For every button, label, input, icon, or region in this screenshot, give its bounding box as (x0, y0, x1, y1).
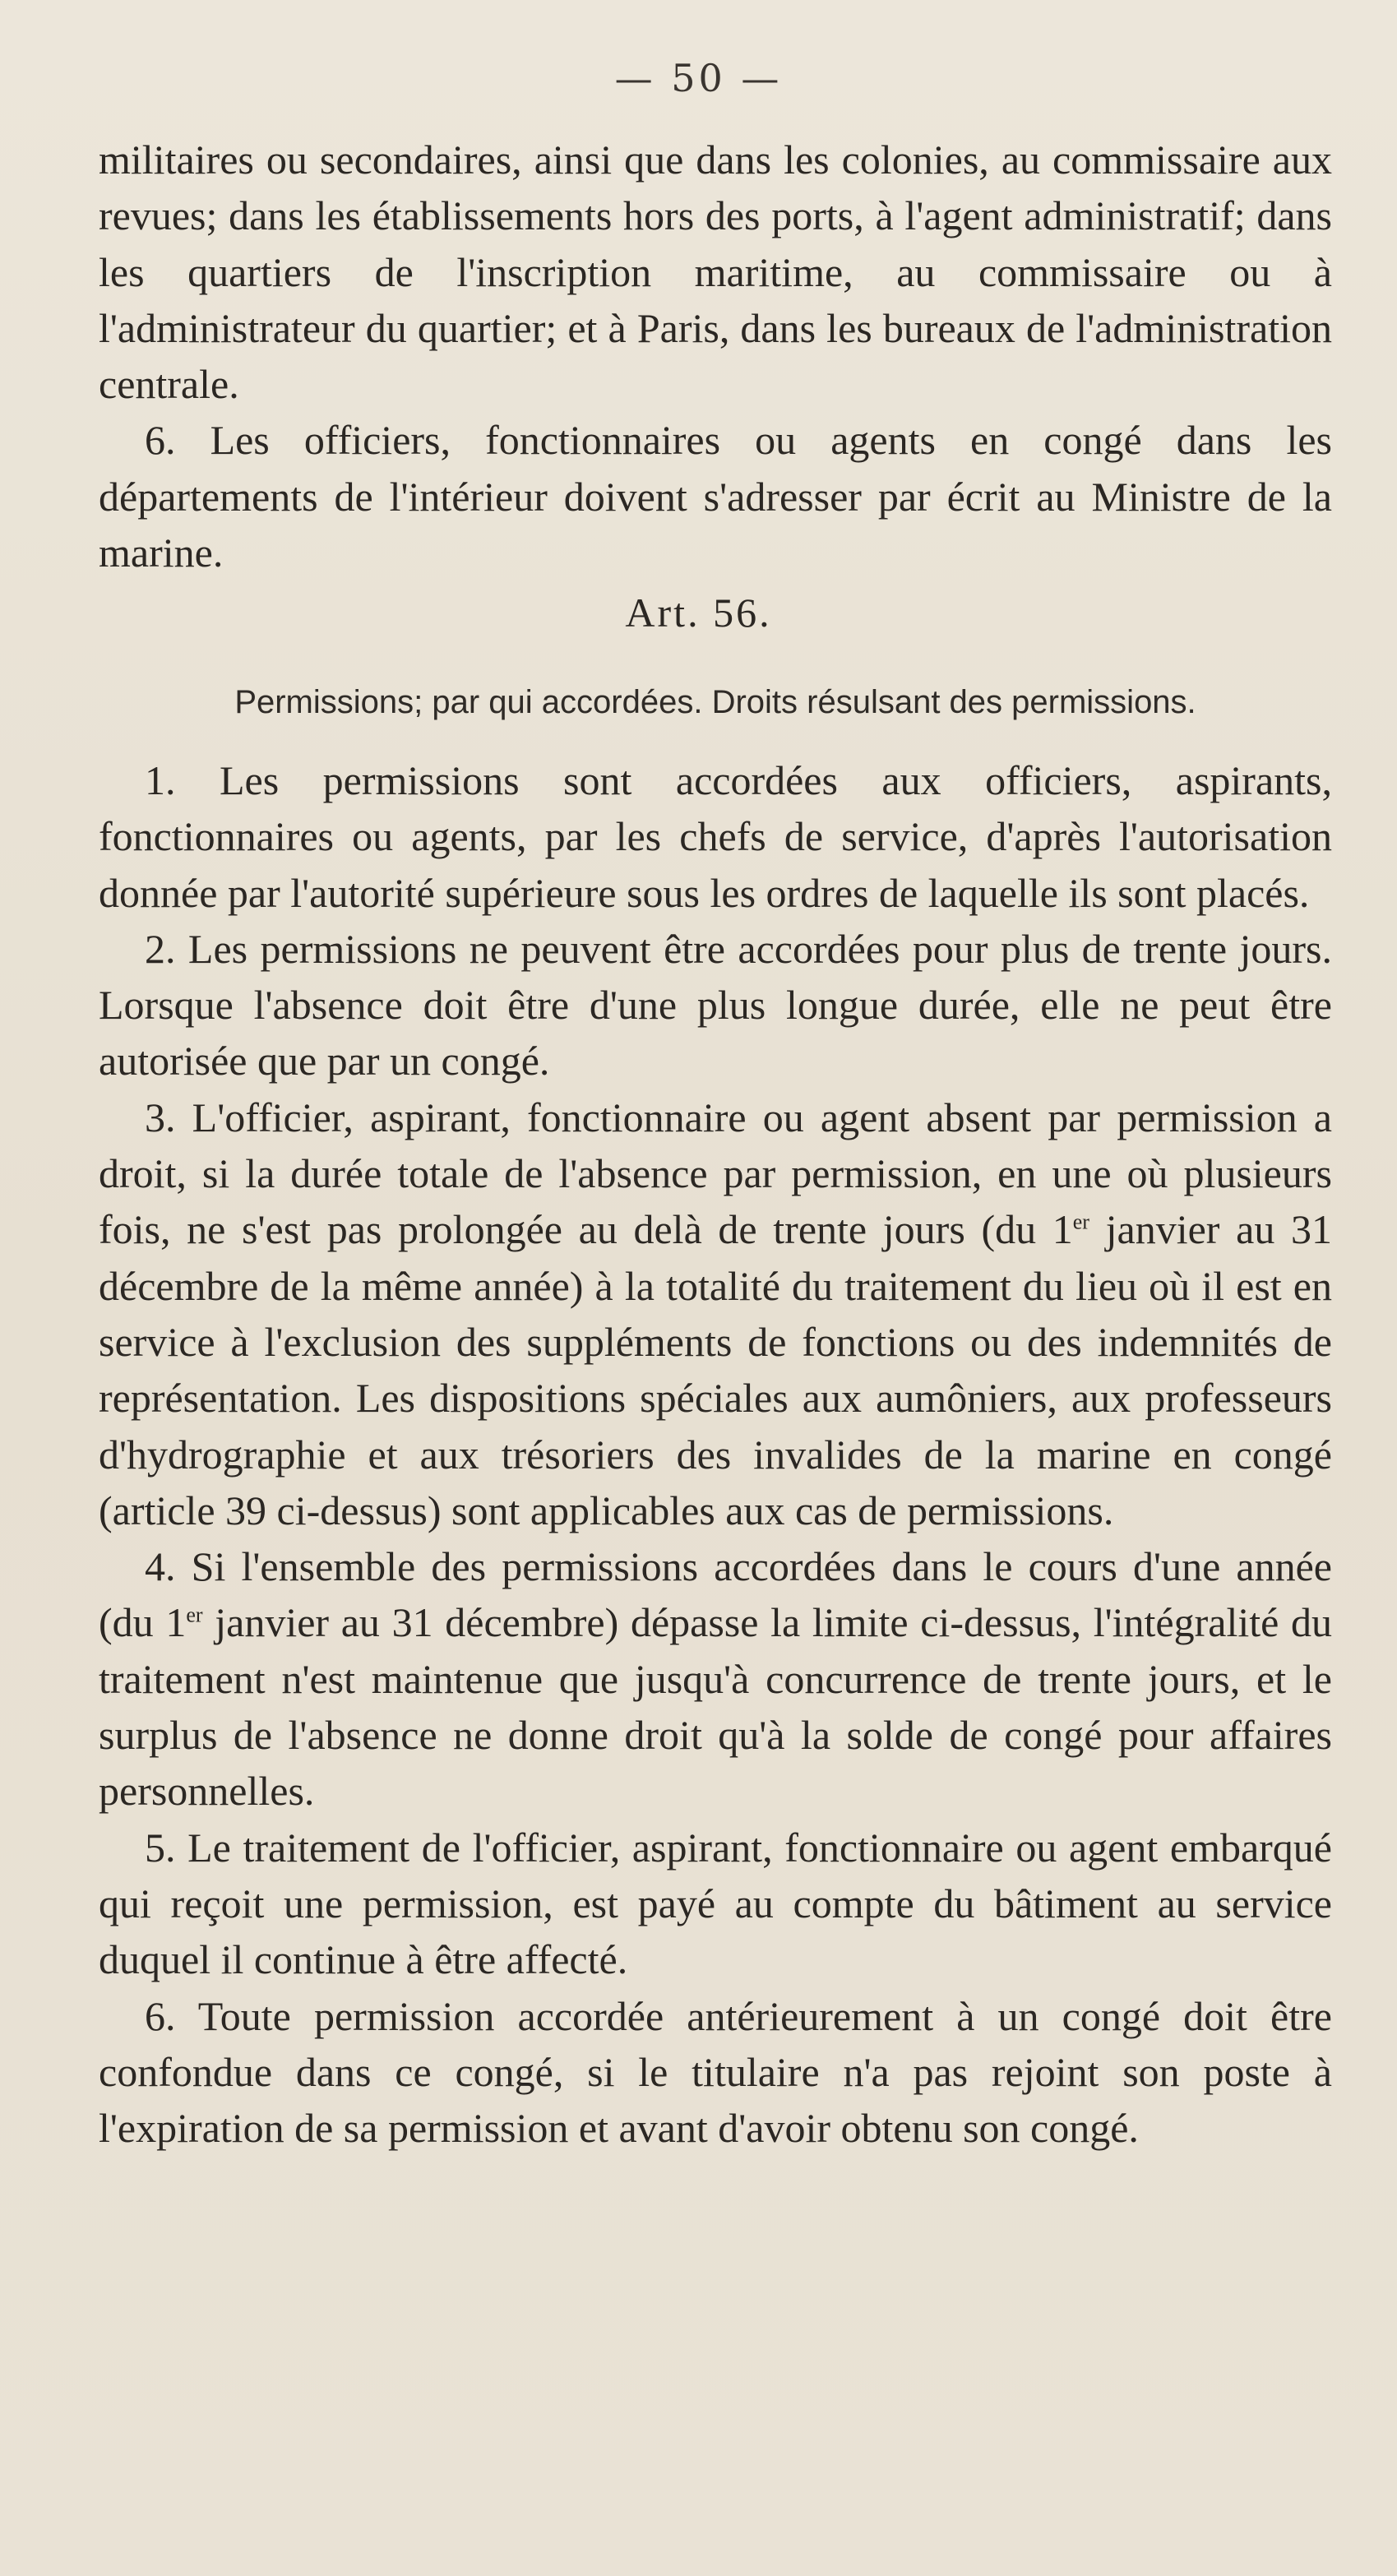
page-number: — 50 — (614, 56, 783, 100)
article-paragraph-2: 2. Les permissions ne peuvent être accordées pour plus de trente jours. Lorsque l'absence doit être d'une plus longue durée, elle ne peut être autorisée que par un congé. (99, 925, 1332, 1085)
article-paragraph-4 (99, 1538, 1332, 1819)
intro-text-block (99, 132, 1332, 580)
article-paragraph-4-part-b: janvier au 31 décembre) dépasse la limite ci-dessus, l'intégralité du traitement n'est maintenue que jusqu'à concurrence de trente jours, et le surplus de l'absence ne donne droit qu'à la solde de congé pour affaires personnelles. (99, 1599, 1332, 1815)
article-paragraph-3-superscript: er (1072, 1209, 1089, 1234)
article-heading-text: Art. 56. (625, 590, 772, 636)
article-text-block (99, 752, 1332, 2156)
article-paragraph-4-part-a: 4. Si l'ensemble des permissions accordées dans le cours d'une année (du 1 (99, 1543, 1332, 1646)
article-paragraph-3-part-a: 3. L'officier, aspirant, fonctionnaire ou agent absent par permission a droit, si la durée totale de l'absence par permission, en une où plusieurs fois, ne s'est pas prolongée au delà de trente jours (du 1 (99, 1094, 1332, 1253)
intro-paragraph-6: 6. Les officiers, fonctionnaires ou agents en congé dans les départements de l'intérieur doivent s'adresser par écrit au Ministre de la marine. (99, 417, 1332, 576)
intro-paragraph-continuation: militaires ou secondaires, ainsi que dans les colonies, au commissaire aux revues; dans les établissements hors des ports, à l'agent administratif; dans les quartiers de l'inscription maritime, au commissaire ou à l'administrateur du quartier; et à Paris, dans les bureaux de l'administration centrale. (99, 136, 1332, 408)
article-paragraph-1: 1. Les permissions sont accordées aux officiers, aspirants, fonctionnaires ou agents, par les chefs de service, d'après l'autorisation donnée par l'autorité supérieure sous les ordres de laquelle ils sont placés. (99, 757, 1332, 916)
article-subtitle: Permissions; par qui accordées. Droits résulsant des permissions. (234, 684, 1196, 720)
article-heading (0, 589, 1397, 636)
article-paragraph-6: 6. Toute permission accordée antérieurement à un congé doit être confondue dans ce congé, si le titulaire n'a pas rejoint son poste à l'expiration de sa permission et avant d'avoir obtenu son congé. (99, 1992, 1332, 2152)
article-paragraph-3-part-b: janvier au 31 décembre de la même année) à la totalité du traitement du lieu où il est en service à l'exclusion des suppléments de fonctions ou des indemnités de représentation. Les dispositions spéciales aux aumôniers, aux professeurs d'hydrographie et aux trésoriers des invalides de la marine en congé (article 39 ci-dessus) sont applicables aux cas de permissions. (99, 1206, 1332, 1533)
article-paragraph-3 (99, 1089, 1332, 1538)
article-paragraph-4-superscript: er (186, 1602, 203, 1627)
article-paragraph-5: 5. Le traitement de l'officier, aspirant, fonctionnaire ou agent embarqué qui reçoit une permission, est payé au compte du bâtiment au service duquel il continue à être affecté. (99, 1824, 1332, 1983)
